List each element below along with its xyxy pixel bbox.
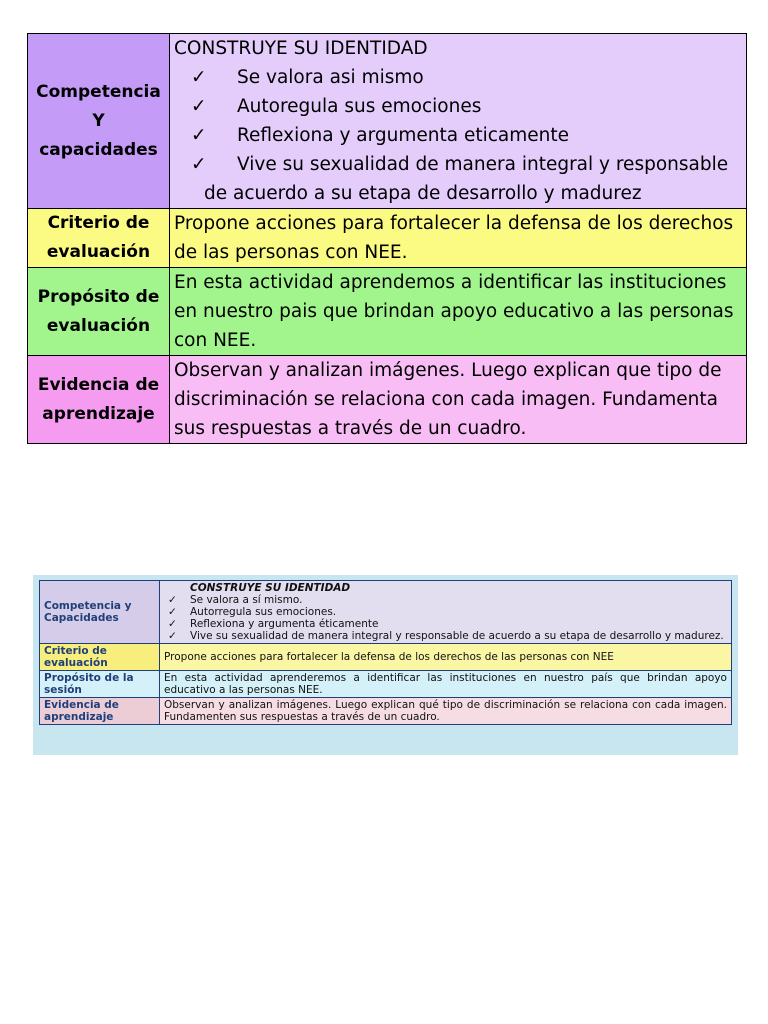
label-line: evaluación	[46, 242, 151, 262]
value-proposito: En esta actividad aprenderemos a identificar las instituciones en nuestro país que brindan apoyo educativo a las personas NEE.	[160, 671, 732, 698]
rubric-table	[27, 33, 747, 444]
capacity-text: Autorregula sus emociones.	[190, 606, 337, 618]
list-item	[164, 618, 727, 630]
list-item	[174, 121, 746, 150]
capacity-text: Se valora asi mismo	[237, 67, 424, 88]
label-line: Competencia	[36, 81, 161, 102]
capacity-text: Autoregula sus emociones	[237, 96, 482, 117]
label-line: capacidades	[39, 139, 158, 160]
capacity-text: Vive su sexualidad de manera integral y responsable de acuerdo a su etapa de desarrollo y madurez.	[190, 630, 724, 642]
capacity-text: Se valora a sí mismo.	[190, 594, 303, 606]
checkmark-icon: ✓	[168, 630, 177, 642]
label-evidencia	[28, 356, 170, 444]
label-competencia: Competencia y Capacidades	[40, 581, 160, 644]
capacity-text: Vive su sexualidad de manera integral y responsable	[237, 154, 729, 175]
row-evidencia	[28, 356, 747, 444]
label-line: Criterio de	[47, 213, 150, 233]
list-item	[164, 594, 727, 606]
row-evidencia	[40, 698, 732, 725]
capacities-list	[174, 63, 746, 179]
row-proposito	[40, 671, 732, 698]
label-proposito	[28, 268, 170, 356]
checkmark-icon: ✓	[168, 606, 177, 618]
value-criterio: Propone acciones para fortalecer la defensa de los derechos de las personas con NEE	[160, 644, 732, 671]
value-evidencia: Observan y analizan imágenes. Luego explican qué tipo de discriminación se relaciona con cada imagen. Fundamenten sus respuestas a través de un cuadro.	[160, 698, 732, 725]
checkmark-icon: ✓	[191, 125, 207, 146]
label-competencia	[28, 34, 170, 209]
capacity-continuation: de acuerdo a su etapa de desarrollo y madurez	[204, 183, 642, 204]
row-competencia	[40, 581, 732, 644]
label-evidencia: Evidencia de aprendizaje	[40, 698, 160, 725]
capacity-text: Reflexiona y argumenta éticamente	[190, 618, 379, 630]
label-criterio: Criterio de evaluación	[40, 644, 160, 671]
competency-heading: CONSTRUYE SU IDENTIDAD	[190, 582, 351, 594]
value-evidencia: Observan y analizan imágenes. Luego explican que tipo de discriminación se relaciona con cada imagen. Fundamenta sus respuestas a través de un cuadro.	[170, 356, 747, 444]
label-line: Propósito de	[37, 286, 160, 307]
competency-heading: CONSTRUYE SU IDENTIDAD	[174, 38, 428, 59]
list-item	[174, 63, 746, 92]
capacities-list	[164, 594, 727, 642]
row-criterio	[40, 644, 732, 671]
reference-table	[39, 580, 732, 725]
label-line: aprendizaje	[42, 403, 155, 424]
label-line: Y	[92, 110, 105, 131]
capacity-text: Reflexiona y argumenta eticamente	[237, 125, 570, 146]
label-line: evaluación	[46, 315, 151, 336]
checkmark-icon: ✓	[191, 96, 207, 117]
checkmark-icon: ✓	[168, 618, 177, 630]
list-item	[164, 630, 727, 642]
value-criterio: Propone acciones para fortalecer la defensa de los derechos de las personas con NEE.	[170, 209, 747, 268]
value-competencia	[160, 581, 732, 644]
checkmark-icon: ✓	[191, 67, 207, 88]
row-criterio	[28, 209, 747, 268]
value-competencia	[170, 34, 747, 209]
value-proposito: En esta actividad aprendemos a identificar las instituciones en nuestro pais que brindan apoyo educativo a las personas con NEE.	[170, 268, 747, 356]
list-item	[174, 150, 746, 179]
label-proposito: Propósito de la sesión	[40, 671, 160, 698]
checkmark-icon: ✓	[191, 154, 207, 175]
list-item	[164, 606, 727, 618]
checkmark-icon: ✓	[168, 594, 177, 606]
reference-table-image	[33, 575, 738, 755]
row-competencia	[28, 34, 747, 209]
label-criterio	[28, 209, 170, 268]
list-item	[174, 92, 746, 121]
label-line: Evidencia de	[37, 374, 160, 395]
row-proposito	[28, 268, 747, 356]
